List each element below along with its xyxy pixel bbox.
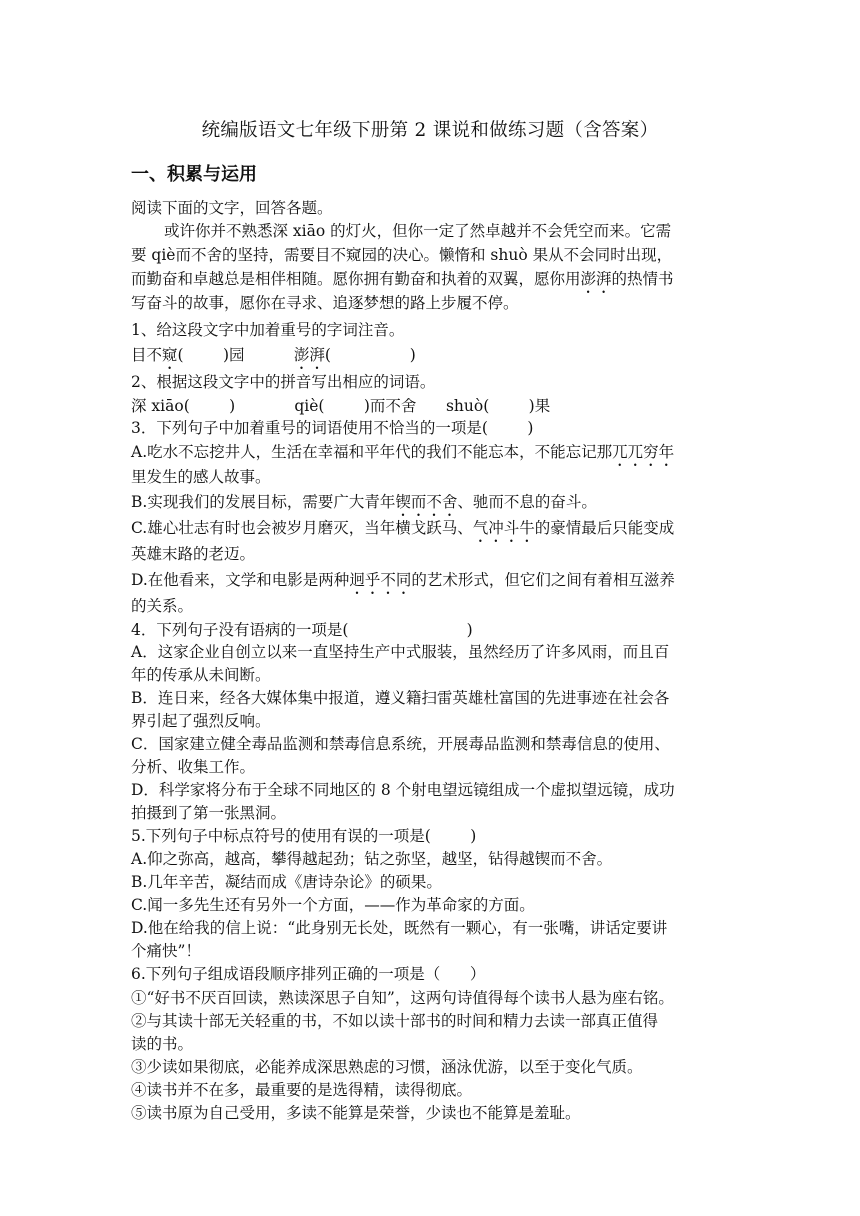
- question-6: 6.下列句子组成语段顺序排列正确的一项是（ ）: [131, 965, 486, 983]
- emphasized-word: [473, 519, 535, 537]
- option-b-cont: 界引起了强烈反响。: [131, 712, 271, 730]
- option-b: B.几年辛苦，凝结而成《唐诗杂论》的硕果。: [131, 873, 442, 891]
- blank-segment: ( ): [324, 346, 416, 364]
- emphasized-word: [581, 270, 612, 288]
- text-segment: A.吃水不忘挖井人，生活在幸福和平年代的我们不能忘本，不能忘记那: [131, 443, 613, 461]
- text-segment: 而勤奋和卓越总是相伴相随。愿你拥有勤奋和执着的双翼，愿你用: [131, 270, 581, 288]
- option-c-cont: 英雄末路的老迈。: [131, 545, 256, 563]
- option-a: A．这家企业自创立以来一直坚持生产中式服装，虽然经历了许多风雨，而且百: [131, 643, 670, 661]
- emphasis-text: 窥: [162, 346, 178, 364]
- question-1-blanks: [131, 343, 416, 373]
- text-segment: 的艺术形式，但它们之间有着相互滋养: [411, 571, 675, 589]
- emphasized-word: [612, 443, 674, 461]
- text-segment: 的热情书: [611, 270, 674, 288]
- emphasized-word: [162, 346, 178, 364]
- question-4: 4．下列句子没有语病的一项是( ): [131, 621, 473, 639]
- option-c: C.闻一多先生还有另外一个方面，——作为革命家的方面。: [131, 896, 535, 914]
- instruction-line: 阅读下面的文字，回答各题。: [131, 199, 333, 217]
- sentence-2: ②与其读十部无关轻重的书，不如以读十部书的时间和精力去读一部真正值得: [131, 1012, 659, 1030]
- option-c: C．国家建立健全毒品监测和禁毒信息系统，开展毒品监测和禁毒信息的使用、: [131, 735, 670, 753]
- emphasis-text: 澎湃: [580, 270, 612, 288]
- text-segment: C.雄心壮志有时也会被岁月磨灭，当年横戈跃马、: [131, 519, 473, 537]
- sentence-2-cont: 读的书。: [131, 1035, 194, 1053]
- emphasis-text: 气冲斗牛: [472, 519, 535, 537]
- emphasis-text: 兀兀穷年: [612, 443, 675, 461]
- option-d-cont: 拍摄到了第一张黑洞。: [131, 804, 287, 822]
- sentence-1: ①“好书不厌百回读，熟读深思子自知”，这两句诗值得每个读书人悬为座右铭。: [131, 989, 674, 1007]
- blank-segment: ( )园: [177, 346, 294, 364]
- option-d-cont: 的关系。: [131, 597, 194, 615]
- text-segment: 、驰而不息的奋斗。: [457, 493, 597, 511]
- emphasized-word: [349, 571, 411, 589]
- text-segment: 的豪情最后只能变成: [534, 519, 675, 537]
- option-d: D.他在给我的信上说：“此身别无长处，既然有一颗心，有一张嘴，讲话定要讲: [131, 919, 668, 937]
- text-segment: B.实现我们的发展目标，需要广大青年: [131, 493, 396, 511]
- sentence-3: ③少读如果彻底，必能养成深思熟虑的习惯，涵泳优游，以至于变化气质。: [131, 1058, 643, 1076]
- emphasized-word: [294, 346, 325, 364]
- document-title: 统编版语文七年级下册第 2 课说和做练习题（含答案）: [201, 120, 659, 141]
- passage-line: 写奋斗的故事，愿你在寻求、追逐梦想的路上步履不停。: [131, 294, 519, 312]
- passage-line: 要 qiè而不舍的坚持，需要目不窥园的决心。懒惰和 shuò 果从不会同时出现，: [131, 246, 673, 264]
- option-d-cont: 个痛快”！: [131, 942, 201, 960]
- option-a: A.仰之弥高，越高，攀得越起劲；钻之弥坚，越坚，钻得越锲而不舍。: [131, 850, 613, 868]
- question-2: 2、根据这段文字中的拼音写出相应的词语。: [131, 373, 436, 391]
- passage-line: 或许你并不熟悉深 xiāo 的灯火，但你一定了然卓越并不会凭空而来。它需: [164, 222, 672, 240]
- option-b: B．连日来，经各大媒体集中报道，遵义籍扫雷英雄杜富国的先进事迹在社会各: [131, 689, 670, 707]
- text-segment: 目不: [131, 346, 163, 364]
- question-5: 5.下列句子中标点符号的使用有误的一项是( ): [131, 827, 477, 845]
- section-heading: 一、积累与运用: [131, 164, 257, 185]
- option-a-cont: 里发生的感人故事。: [131, 468, 271, 486]
- emphasis-text: 澎湃: [293, 346, 325, 364]
- emphasis-text: 锲而不舍: [395, 493, 458, 511]
- sentence-5: ⑤读书原为自己受用，多读不能算是荣誉，少读也不能算是羞耻。: [131, 1104, 581, 1122]
- option-a-cont: 年的传承从未间断。: [131, 666, 271, 684]
- option-d: D．科学家将分布于全球不同地区的 8 个射电望远镜组成一个虚拟望远镜，成功: [131, 781, 675, 799]
- option-c-cont: 分析、收集工作。: [131, 758, 256, 776]
- question-1: 1、给这段文字中加着重号的字词注音。: [131, 321, 405, 339]
- question-2-blanks: 深 xiāo( ) qiè( )而不舍 shuò( )果: [131, 397, 551, 415]
- question-3: 3．下列句子中加着重号的词语使用不恰当的一项是( ): [131, 419, 534, 437]
- emphasis-text: 迥乎不同: [349, 571, 412, 589]
- sentence-4: ④读书并不在多，最重要的是选得精，读得彻底。: [131, 1081, 473, 1099]
- emphasized-word: [395, 493, 457, 511]
- option-d: [131, 568, 675, 598]
- text-segment: D.在他看来，文学和电影是两种: [131, 571, 350, 589]
